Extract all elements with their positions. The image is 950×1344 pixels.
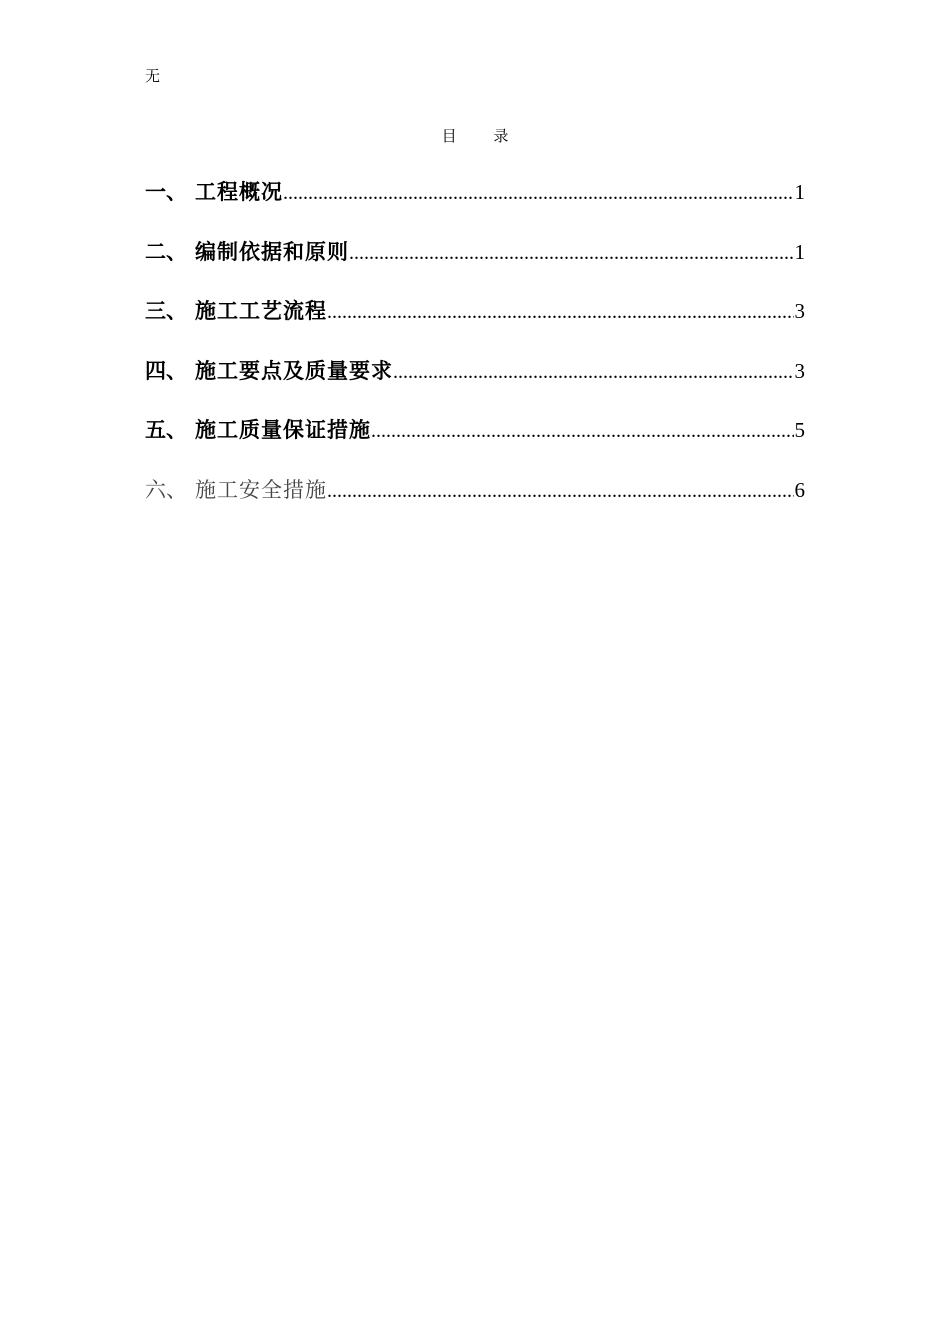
toc-entry-title: 施工质量保证措施 xyxy=(195,417,371,443)
toc-dot-leader xyxy=(349,237,794,269)
toc-entry-label xyxy=(145,414,371,446)
toc-dot-leader xyxy=(371,415,794,447)
toc-entry-label xyxy=(145,176,283,208)
toc-entry-4[interactable] xyxy=(145,355,805,415)
toc-entry-label xyxy=(145,355,393,387)
toc-page-number: 6 xyxy=(794,477,805,502)
toc-entry-2[interactable] xyxy=(145,236,805,296)
toc-entry-1[interactable] xyxy=(145,176,805,236)
toc-entry-number: 四、 xyxy=(145,357,187,383)
toc-entry-number: 五、 xyxy=(145,417,187,443)
table-of-contents xyxy=(145,176,805,534)
toc-entry-title: 编制依据和原则 xyxy=(195,238,349,264)
header-text: 无 xyxy=(145,67,161,85)
toc-entry-label xyxy=(145,295,327,327)
toc-page-number: 5 xyxy=(794,418,805,443)
toc-dot-leader xyxy=(327,296,794,328)
toc-dot-leader xyxy=(393,356,794,388)
toc-entry-number: 二、 xyxy=(145,238,187,264)
toc-dot-leader xyxy=(327,475,794,507)
toc-entry-label xyxy=(145,236,349,268)
toc-page-number: 1 xyxy=(794,239,805,264)
toc-page-number: 3 xyxy=(794,358,805,383)
toc-dot-leader xyxy=(283,177,794,209)
toc-entry-title: 施工工艺流程 xyxy=(195,298,327,324)
toc-entry-title: 施工要点及质量要求 xyxy=(195,357,393,383)
toc-page-number: 1 xyxy=(794,180,805,204)
toc-entry-label xyxy=(145,474,327,506)
toc-entry-3[interactable] xyxy=(145,295,805,355)
toc-entry-number: 六、 xyxy=(145,477,187,502)
toc-entry-5[interactable] xyxy=(145,414,805,474)
toc-entry-number: 三、 xyxy=(145,298,187,324)
toc-entry-6[interactable] xyxy=(145,474,805,534)
toc-entry-title: 施工安全措施 xyxy=(195,477,327,502)
toc-entry-title: 工程概况 xyxy=(195,179,283,204)
toc-entry-number: 一、 xyxy=(145,179,187,204)
toc-title: 目 录 xyxy=(441,127,525,145)
toc-page-number: 3 xyxy=(794,299,805,324)
